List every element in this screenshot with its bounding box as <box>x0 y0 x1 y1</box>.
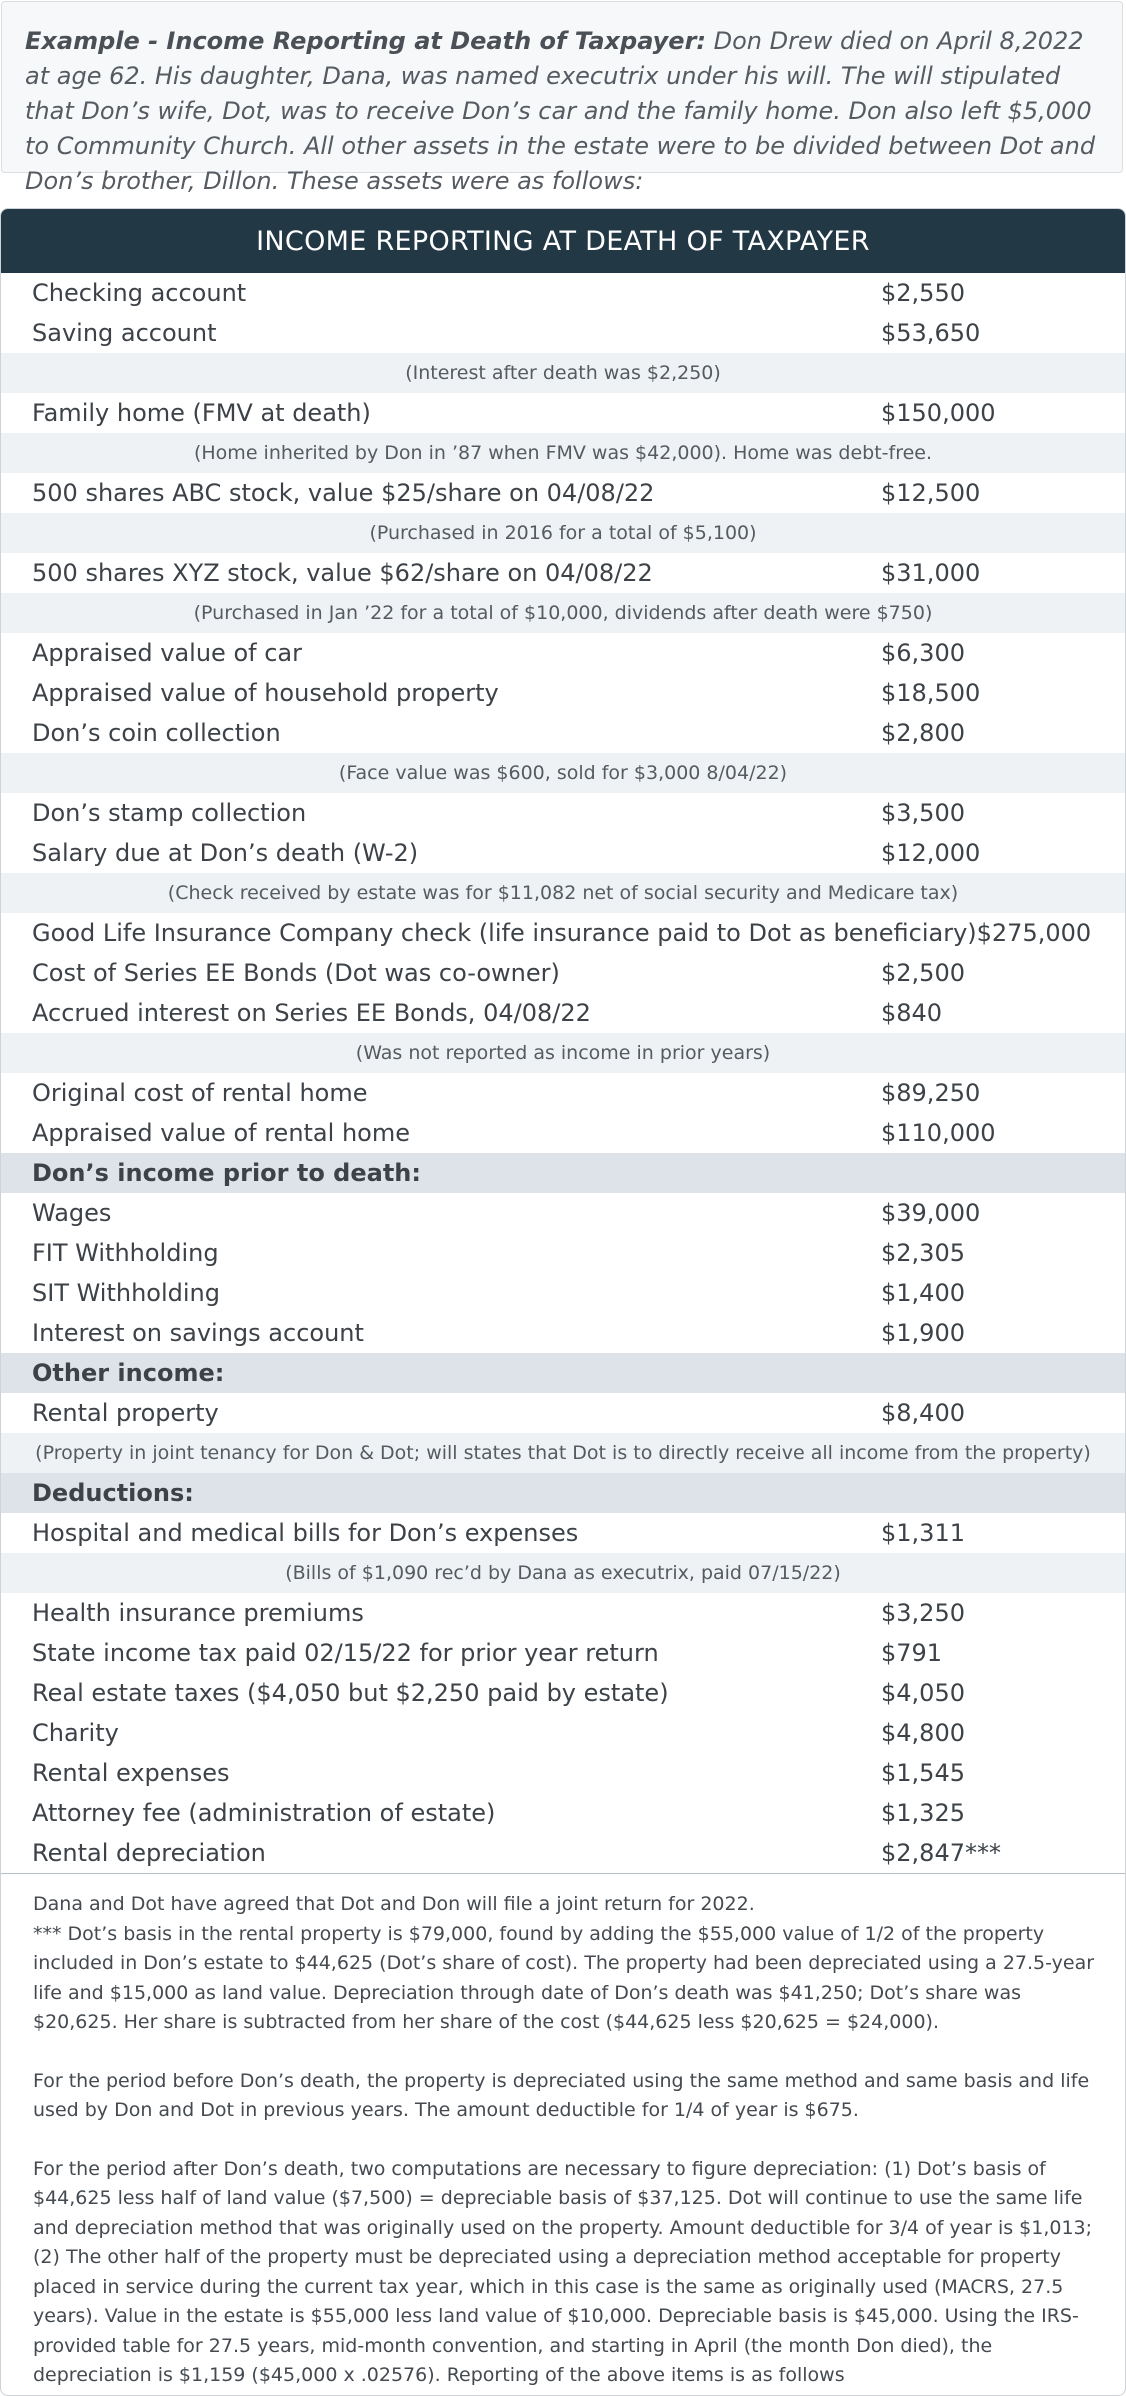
row-label: Health insurance premiums <box>32 1599 364 1627</box>
table-row <box>1 1233 1125 1273</box>
row-note: (Home inherited by Don in ’87 when FMV was $42,000). Home was debt-free. <box>1 433 1125 473</box>
income-table <box>0 208 1126 2396</box>
table-row <box>1 993 1125 1033</box>
row-label: 500 shares ABC stock, value $25/share on 04/08/22 <box>32 479 655 507</box>
row-label: Wages <box>32 1199 112 1227</box>
row-label: Rental property <box>32 1399 219 1427</box>
row-note: (Purchased in Jan ’22 for a total of $10,000, dividends after death were $750) <box>1 593 1125 633</box>
table-row <box>1 633 1125 673</box>
row-value: $840 <box>881 999 943 1027</box>
row-label: SIT Withholding <box>32 1279 221 1307</box>
row-label: Appraised value of rental home <box>32 1119 410 1147</box>
row-value: $1,545 <box>881 1759 965 1787</box>
row-label: Don’s coin collection <box>32 719 281 747</box>
row-label: Salary due at Don’s death (W-2) <box>32 839 419 867</box>
row-value: $18,500 <box>881 679 981 707</box>
row-label: Attorney fee (administration of estate) <box>32 1799 496 1827</box>
table-row <box>1 1593 1125 1633</box>
footnote-line-1: Dana and Dot have agreed that Dot and Don will file a joint return for 2022. <box>33 1893 755 1915</box>
row-value: $1,900 <box>881 1319 965 1347</box>
row-label: FIT Withholding <box>32 1239 219 1267</box>
row-label: Charity <box>32 1719 119 1747</box>
intro-body: Don Drew died on April 8,2022 at age 62. His daughter, Dana, was named executrix under his will. The will stipulated that Don’s wife, Dot, was to receive Don’s car and the family home. Don also left $5,000 to Community Church. All other assets in the estate were to be divided between Dot and Don’s brother, Dillon. These assets were as follows: <box>25 27 1096 195</box>
row-label: Accrued interest on Series EE Bonds, 04/08/22 <box>32 999 591 1027</box>
row-label: Saving account <box>32 319 217 347</box>
row-value: $89,250 <box>881 1079 981 1107</box>
table-row <box>1 1713 1125 1753</box>
table-row <box>1 713 1125 753</box>
table-body <box>1 273 1125 1873</box>
table-row <box>1 1633 1125 1673</box>
row-value: $110,000 <box>881 1119 996 1147</box>
row-value: $2,500 <box>881 959 965 987</box>
intro-box <box>1 1 1123 195</box>
row-value: $2,800 <box>881 719 965 747</box>
row-label: Appraised value of car <box>32 639 302 667</box>
row-value: $1,400 <box>881 1279 965 1307</box>
row-note: (Interest after death was $2,250) <box>1 353 1125 393</box>
table-title: INCOME REPORTING AT DEATH OF TAXPAYER <box>1 209 1125 273</box>
table-row <box>1 913 1125 953</box>
table-row <box>1 1113 1125 1153</box>
row-note: (Bills of $1,090 rec’d by Dana as executrix, paid 07/15/22) <box>1 1553 1125 1593</box>
table-row <box>1 1793 1125 1833</box>
row-note: (Was not reported as income in prior years) <box>1 1033 1125 1073</box>
row-value: $8,400 <box>881 1399 965 1427</box>
table-row <box>1 953 1125 993</box>
section-heading: Deductions: <box>1 1473 1125 1513</box>
table-row <box>1 1313 1125 1353</box>
row-value: $1,325 <box>881 1799 965 1827</box>
table-row <box>1 1753 1125 1793</box>
footnote-intro <box>33 1890 1107 2038</box>
section-heading: Don’s income prior to death: <box>1 1153 1125 1193</box>
row-value: $2,305 <box>881 1239 965 1267</box>
table-row <box>1 673 1125 713</box>
row-value: $39,000 <box>881 1199 981 1227</box>
row-label: Family home (FMV at death) <box>32 399 371 427</box>
row-note: (Purchased in 2016 for a total of $5,100) <box>1 513 1125 553</box>
row-value: $4,050 <box>881 1679 965 1707</box>
row-value: $6,300 <box>881 639 965 667</box>
row-label: Rental expenses <box>32 1759 230 1787</box>
row-value: $275,000 <box>976 919 1092 947</box>
footnote-line-2: *** Dot’s basis in the rental property is $79,000, found by adding the $55,000 value of 1/2 of the property included in Don’s estate to $44,625 (Dot’s share of cost). The property had been depreciated using a 27.5-year life and $15,000 as land value. Depreciation through date of Don’s death was $41,250; Dot’s share was $20,625. Her share is subtracted from her share of the cost ($44,625 less $20,625 = $24,000). <box>33 1922 1095 2033</box>
table-row <box>1 1673 1125 1713</box>
row-value: $31,000 <box>881 559 981 587</box>
row-value: $2,847*** <box>881 1839 1001 1867</box>
row-value: $4,800 <box>881 1719 965 1747</box>
table-row <box>1 793 1125 833</box>
footnotes <box>1 1873 1125 2391</box>
table-row <box>1 273 1125 313</box>
row-label: Hospital and medical bills for Don’s expenses <box>32 1519 579 1547</box>
row-note: (Face value was $600, sold for $3,000 8/04/22) <box>1 753 1125 793</box>
row-label: Interest on savings account <box>32 1319 364 1347</box>
table-row <box>1 1513 1125 1553</box>
row-label: Original cost of rental home <box>32 1079 368 1107</box>
table-row <box>1 313 1125 353</box>
row-label: Rental depreciation <box>32 1839 266 1867</box>
intro-lead: Example - Income Reporting at Death of Taxpayer: <box>25 27 706 55</box>
row-value: $2,550 <box>881 279 965 307</box>
row-value: $12,500 <box>881 479 981 507</box>
table-row <box>1 1833 1125 1873</box>
row-value: $12,000 <box>881 839 981 867</box>
table-row <box>1 393 1125 433</box>
row-note: (Check received by estate was for $11,082 net of social security and Medicare tax) <box>1 873 1125 913</box>
table-row <box>1 1273 1125 1313</box>
footnote-paragraph-3: For the period after Don’s death, two computations are necessary to figure depreciation: (1) Dot’s basis of $44,625 less half of land value ($7,500) = depreciable basis of $37,125. Dot will continue to use the same life and depreciation method that was originally used on the property. Amount deductible for 3/4 of year is $1,013; (2) The other half of the property must be depreciated using a depreciation method acceptable for property placed in service during the current tax year, which in this case is the same as originally used (MACRS, 27.5 years). Value in the estate is $55,000 less land value of $10,000. Depreciable basis is $45,000. Using the IRS-provided table for 27.5 years, mid-month convention, and starting in April (the month Don died), the depreciation is $1,159 ($45,000 x .02576). Reporting of the above items is as follows <box>33 2157 1093 2386</box>
section-heading: Other income: <box>1 1353 1125 1393</box>
row-label: Checking account <box>32 279 247 307</box>
table-row <box>1 473 1125 513</box>
row-label: 500 shares XYZ stock, value $62/share on 04/08/22 <box>32 559 653 587</box>
row-label: State income tax paid 02/15/22 for prior year return <box>32 1639 659 1667</box>
row-value: $3,250 <box>881 1599 965 1627</box>
row-label: Good Life Insurance Company check (life insurance paid to Dot as beneficiary) <box>32 919 977 947</box>
row-label: Real estate taxes ($4,050 but $2,250 paid by estate) <box>32 1679 669 1707</box>
row-value: $150,000 <box>881 399 996 427</box>
row-label: Appraised value of household property <box>32 679 499 707</box>
table-row <box>1 1393 1125 1433</box>
table-row <box>1 553 1125 593</box>
row-note: (Property in joint tenancy for Don & Dot; will states that Dot is to directly receive all income from the property) <box>1 1433 1125 1473</box>
row-value: $1,311 <box>881 1519 965 1547</box>
table-row <box>1 833 1125 873</box>
table-row <box>1 1073 1125 1113</box>
footnote-paragraph-2: For the period before Don’s death, the property is depreciated using the same method and same basis and life used by Don and Dot in previous years. The amount deductible for 1/4 of year is $675. <box>33 2069 1090 2121</box>
row-label: Cost of Series EE Bonds (Dot was co-owner) <box>32 959 560 987</box>
table-row <box>1 1193 1125 1233</box>
row-value: $53,650 <box>881 319 981 347</box>
row-value: $3,500 <box>881 799 965 827</box>
row-label: Don’s stamp collection <box>32 799 307 827</box>
row-value: $791 <box>881 1639 943 1667</box>
